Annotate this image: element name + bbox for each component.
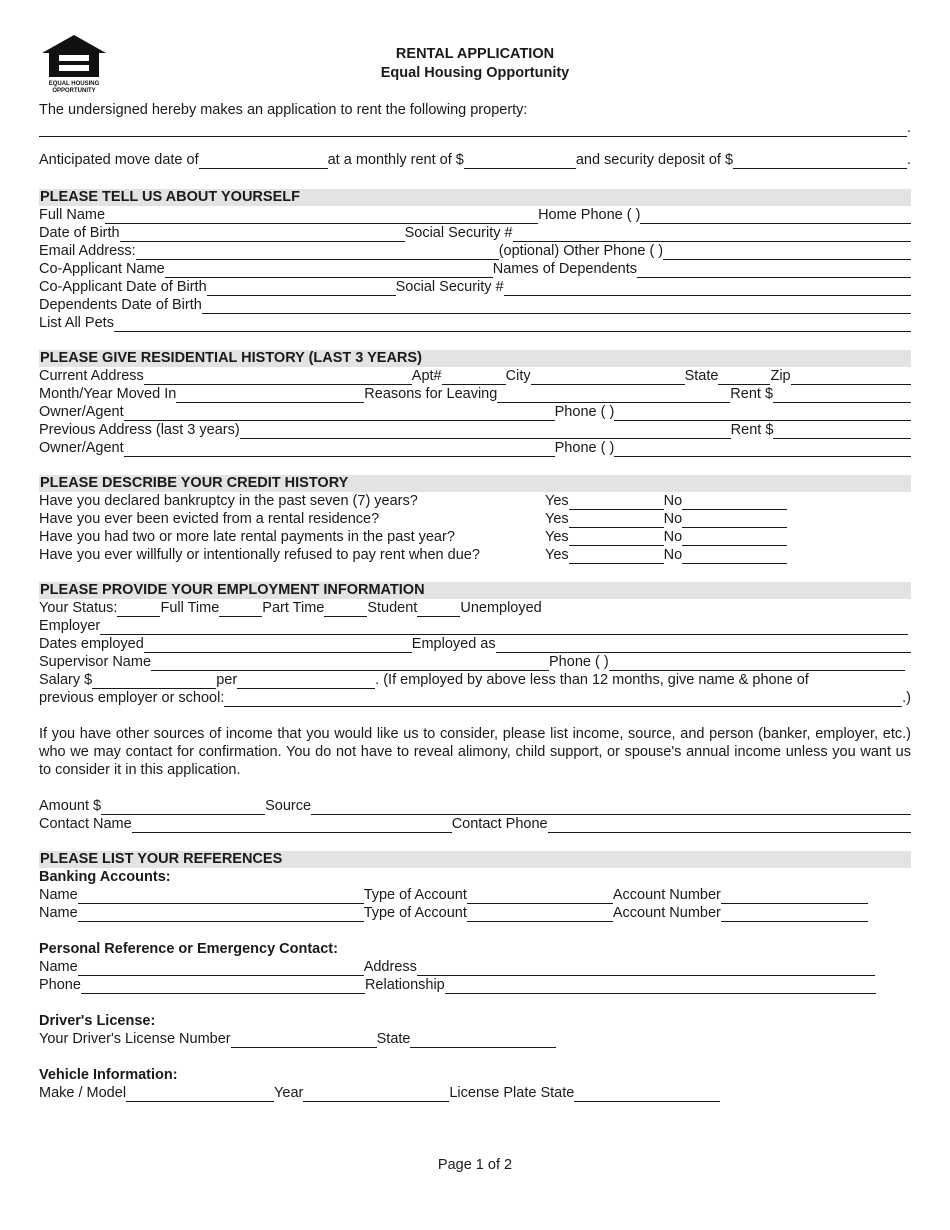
section-references-heading: PLEASE LIST YOUR REFERENCES xyxy=(39,851,911,868)
apt-field[interactable] xyxy=(442,370,506,385)
credit-question-row xyxy=(39,510,911,528)
unemployed-label: Unemployed xyxy=(460,600,542,616)
contact-phone-field[interactable] xyxy=(548,818,911,833)
other-phone-label: (optional) Other Phone ( ) xyxy=(498,243,664,259)
yes-label: Yes xyxy=(545,493,569,509)
moved-in-row xyxy=(39,385,911,403)
amount-label: Amount $ xyxy=(39,798,102,814)
if-employed-note: . (If employed by above less than 12 months, give name & phone of xyxy=(375,672,809,688)
property-field[interactable] xyxy=(39,122,907,137)
coapp-dob-field[interactable] xyxy=(207,281,396,296)
account-type-field[interactable] xyxy=(467,907,613,922)
student-label: Student xyxy=(367,600,418,616)
page-subtitle: Equal Housing Opportunity xyxy=(380,65,570,81)
license-number-field[interactable] xyxy=(231,1033,377,1048)
no-label: No xyxy=(663,547,683,563)
license-row xyxy=(39,1030,911,1048)
vehicle-heading: Vehicle Information: xyxy=(39,1067,178,1083)
full-time-label: Full Time xyxy=(160,600,220,616)
account-type-label: Type of Account xyxy=(363,905,467,921)
account-number-field[interactable] xyxy=(721,907,868,922)
moved-in-label: Month/Year Moved In xyxy=(39,386,177,402)
credit-question-row xyxy=(39,546,911,564)
supervisor-label: Supervisor Name xyxy=(39,654,152,670)
application-form xyxy=(39,101,911,1102)
deposit-period: . xyxy=(906,152,911,168)
unemployed-field[interactable] xyxy=(417,602,460,617)
no-label: No xyxy=(663,493,683,509)
reference-phone-field[interactable] xyxy=(81,979,365,994)
owner2-row xyxy=(39,439,911,457)
no-field[interactable] xyxy=(682,531,787,546)
deposit-field[interactable] xyxy=(733,154,907,169)
plate-state-label: License Plate State xyxy=(449,1085,575,1101)
current-address-label: Current Address xyxy=(39,368,144,384)
email-label: Email Address: xyxy=(39,243,136,259)
owner-row xyxy=(39,403,911,421)
per-field[interactable] xyxy=(237,674,375,689)
dates-label: Dates employed xyxy=(39,636,144,652)
previous-employer-row xyxy=(39,689,911,707)
rent2-label: Rent $ xyxy=(730,422,774,438)
drivers-license-heading: Driver's License: xyxy=(39,1013,156,1029)
dependents-names-field[interactable] xyxy=(637,263,911,278)
banking-heading: Banking Accounts: xyxy=(39,869,171,885)
yes-label: Yes xyxy=(545,511,569,527)
dependents-names-label: Names of Dependents xyxy=(492,261,638,277)
dependents-dob-row xyxy=(39,296,911,314)
amount-field[interactable] xyxy=(101,800,265,815)
section-credit-heading: PLEASE DESCRIBE YOUR CREDIT HISTORY xyxy=(39,475,911,492)
coapp-dob-label: Co-Applicant Date of Birth xyxy=(39,279,207,295)
coapp-dob-row xyxy=(39,278,911,296)
dob-field[interactable] xyxy=(120,227,405,242)
ssn-field[interactable] xyxy=(513,227,911,242)
pets-row xyxy=(39,314,911,332)
current-address-row xyxy=(39,367,911,385)
yes-field[interactable] xyxy=(569,513,664,528)
relationship-field[interactable] xyxy=(445,979,876,994)
ssn-label: Social Security # xyxy=(404,225,513,241)
source-field[interactable] xyxy=(311,800,911,815)
email-row xyxy=(39,242,911,260)
student-field[interactable] xyxy=(324,602,367,617)
section-employment-heading: PLEASE PROVIDE YOUR EMPLOYMENT INFORMATION xyxy=(39,582,911,599)
part-time-field[interactable] xyxy=(219,602,262,617)
account-number-field[interactable] xyxy=(721,889,868,904)
contact-row xyxy=(39,815,911,833)
previous-employer-close: .) xyxy=(902,690,911,706)
salary-row xyxy=(39,671,911,689)
dob-row xyxy=(39,224,911,242)
previous-employer-field[interactable] xyxy=(224,692,902,707)
previous-address-field[interactable] xyxy=(240,424,731,439)
employed-as-label: Employed as xyxy=(411,636,496,652)
supervisor-phone-field[interactable] xyxy=(609,656,905,671)
section-about-heading: PLEASE TELL US ABOUT YOURSELF xyxy=(39,189,911,206)
property-period: . xyxy=(906,120,911,136)
yes-label: Yes xyxy=(545,529,569,545)
pets-field[interactable] xyxy=(114,317,911,332)
owner-label: Owner/Agent xyxy=(39,404,124,420)
salary-label: Salary $ xyxy=(39,672,93,688)
other-phone-field[interactable] xyxy=(663,245,911,260)
employer-row xyxy=(39,617,911,635)
reference-name-label: Name xyxy=(39,959,78,975)
yes-field[interactable] xyxy=(569,549,664,564)
dob-label: Date of Birth xyxy=(39,225,120,241)
salary-field[interactable] xyxy=(92,674,216,689)
income-paragraph: If you have other sources of income that you would like us to consider, please list income, source, and person (banker, employer, etc.) who we may contact for confirmation. You do not have to reveal alimony, child support, or spouse's annual income unless you want us to consider it in this application. xyxy=(39,726,911,778)
moved-in-field[interactable] xyxy=(176,388,364,403)
pets-label: List All Pets xyxy=(39,315,114,331)
deposit-label: and security deposit of $ xyxy=(575,152,734,168)
logo-text-line2: OPPORTUNITY xyxy=(52,88,96,94)
apt-label: Apt# xyxy=(411,368,442,384)
coapp-name-field[interactable] xyxy=(165,263,493,278)
owner-phone-label: Phone ( ) xyxy=(554,404,615,420)
employed-as-field[interactable] xyxy=(496,638,911,653)
plate-state-field[interactable] xyxy=(574,1087,720,1102)
page-header xyxy=(0,45,950,83)
previous-employer-label: previous employer or school: xyxy=(39,690,225,706)
no-label: No xyxy=(663,511,683,527)
make-model-field[interactable] xyxy=(126,1087,274,1102)
part-time-label: Part Time xyxy=(262,600,325,616)
full-time-field[interactable] xyxy=(117,602,160,617)
state-field[interactable] xyxy=(718,370,770,385)
reference-address-label: Address xyxy=(363,959,417,975)
home-phone-label: Home Phone ( ) xyxy=(538,207,641,223)
owner-phone-field[interactable] xyxy=(614,406,911,421)
no-field[interactable] xyxy=(682,549,787,564)
contact-name-field[interactable] xyxy=(132,818,452,833)
email-field[interactable] xyxy=(136,245,499,260)
owner2-phone-field[interactable] xyxy=(614,442,911,457)
contact-name-label: Contact Name xyxy=(39,816,132,832)
credit-question: Have you declared bankruptcy in the past seven (7) years? xyxy=(39,493,418,509)
reference-phone-label: Phone xyxy=(39,977,81,993)
yes-label: Yes xyxy=(545,547,569,563)
move-row xyxy=(39,151,911,169)
yes-field[interactable] xyxy=(569,495,664,510)
reference-address-field[interactable] xyxy=(417,961,875,976)
supervisor-row xyxy=(39,653,911,671)
credit-question: Have you had two or more late rental payments in the past year? xyxy=(39,529,455,545)
property-row xyxy=(39,119,911,137)
credit-question: Have you ever been evicted from a rental residence? xyxy=(39,511,380,527)
reference-phone-row xyxy=(39,976,911,994)
previous-address-row xyxy=(39,421,911,439)
section-residential-heading: PLEASE GIVE RESIDENTIAL HISTORY (LAST 3 YEARS) xyxy=(39,350,911,367)
reference-name-row xyxy=(39,958,911,976)
employer-label: Employer xyxy=(39,618,101,634)
year-field[interactable] xyxy=(303,1087,449,1102)
per-label: per xyxy=(216,672,238,688)
dependents-dob-label: Dependents Date of Birth xyxy=(39,297,202,313)
year-label: Year xyxy=(274,1085,304,1101)
employer-field[interactable] xyxy=(100,620,908,635)
account-type-label: Type of Account xyxy=(363,887,467,903)
intro-row xyxy=(39,101,911,119)
move-date-label: Anticipated move date of xyxy=(39,152,199,168)
license-state-field[interactable] xyxy=(410,1033,556,1048)
make-model-label: Make / Model xyxy=(39,1085,127,1101)
owner2-label: Owner/Agent xyxy=(39,440,124,456)
bank-name-label: Name xyxy=(39,887,78,903)
credit-question: Have you ever willfully or intentionally refused to pay rent when due? xyxy=(39,547,480,563)
vehicle-row xyxy=(39,1084,911,1102)
full-name-row xyxy=(39,206,911,224)
ssn2-field[interactable] xyxy=(504,281,911,296)
bank-name-label: Name xyxy=(39,905,78,921)
zip-field[interactable] xyxy=(791,370,911,385)
reasons-label: Reasons for Leaving xyxy=(364,386,498,402)
intro-text: The undersigned hereby makes an application to rent the following property: xyxy=(39,102,528,118)
personal-reference-heading: Personal Reference or Emergency Contact: xyxy=(39,941,338,957)
status-label: Your Status: xyxy=(39,600,118,616)
full-name-field[interactable] xyxy=(105,209,538,224)
previous-address-label: Previous Address (last 3 years) xyxy=(39,422,240,438)
home-phone-field[interactable] xyxy=(640,209,911,224)
license-number-label: Your Driver's License Number xyxy=(39,1031,231,1047)
full-name-label: Full Name xyxy=(39,207,106,223)
no-field[interactable] xyxy=(682,513,787,528)
city-field[interactable] xyxy=(531,370,685,385)
no-field[interactable] xyxy=(682,495,787,510)
status-row xyxy=(39,599,911,617)
bank-name-field[interactable] xyxy=(78,907,364,922)
dates-row xyxy=(39,635,911,653)
coapp-name-row xyxy=(39,260,911,278)
rent-label: Rent $ xyxy=(730,386,774,402)
source-label: Source xyxy=(265,798,312,814)
license-state-label: State xyxy=(376,1031,411,1047)
page-title: RENTAL APPLICATION xyxy=(395,46,555,62)
supervisor-field[interactable] xyxy=(151,656,549,671)
ssn2-label: Social Security # xyxy=(395,279,504,295)
credit-question-row xyxy=(39,492,911,510)
reasons-field[interactable] xyxy=(497,388,730,403)
account-number-label: Account Number xyxy=(612,887,721,903)
bank-row xyxy=(39,904,911,922)
bank-name-field[interactable] xyxy=(78,889,364,904)
no-label: No xyxy=(663,529,683,545)
supervisor-phone-label: Phone ( ) xyxy=(549,654,609,670)
logo-text-line1: EQUAL HOUSING xyxy=(48,81,100,87)
account-type-field[interactable] xyxy=(467,889,613,904)
owner2-field[interactable] xyxy=(124,442,555,457)
zip-label: Zip xyxy=(770,368,791,384)
rent-field[interactable] xyxy=(773,388,911,403)
monthly-rent-label: at a monthly rent of $ xyxy=(327,152,464,168)
current-address-field[interactable] xyxy=(144,370,412,385)
reference-name-field[interactable] xyxy=(78,961,364,976)
state-label: State xyxy=(684,368,719,384)
dates-field[interactable] xyxy=(144,638,412,653)
city-label: City xyxy=(505,368,531,384)
dependents-dob-field[interactable] xyxy=(202,299,911,314)
amount-row xyxy=(39,797,911,815)
monthly-rent-field[interactable] xyxy=(464,154,576,169)
rent2-field[interactable] xyxy=(773,424,911,439)
move-date-field[interactable] xyxy=(199,154,328,169)
credit-question-row xyxy=(39,528,911,546)
contact-phone-label: Contact Phone xyxy=(451,816,548,832)
owner-field[interactable] xyxy=(124,406,555,421)
owner2-phone-label: Phone ( ) xyxy=(554,440,615,456)
coapp-name-label: Co-Applicant Name xyxy=(39,261,165,277)
relationship-label: Relationship xyxy=(364,977,445,993)
bank-row xyxy=(39,886,911,904)
page-number: Page 1 of 2 xyxy=(437,1157,513,1173)
account-number-label: Account Number xyxy=(612,905,721,921)
yes-field[interactable] xyxy=(569,531,664,546)
